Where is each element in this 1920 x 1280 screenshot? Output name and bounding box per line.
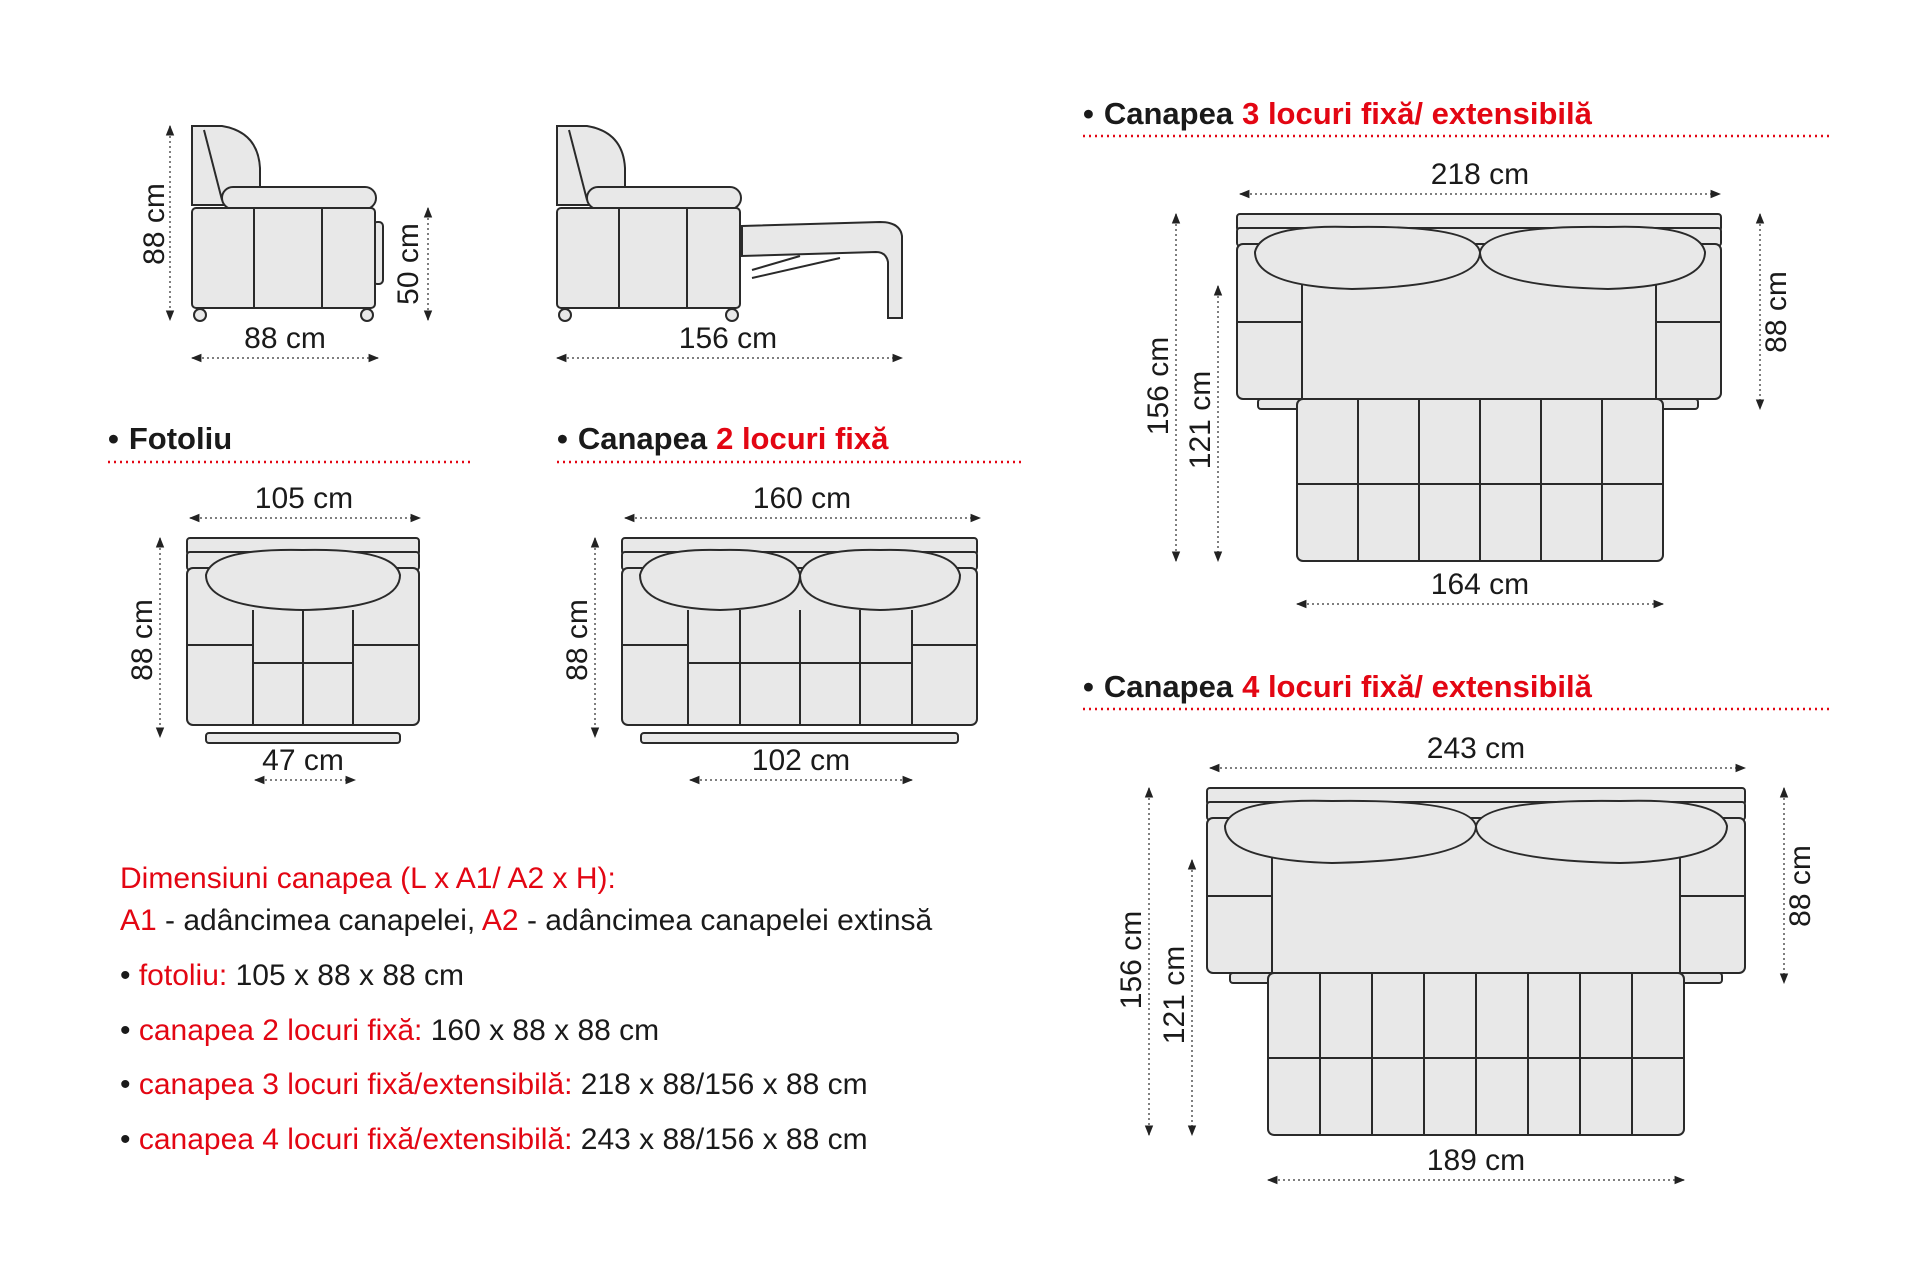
sofa4-bed-width-dimension — [1268, 1144, 1684, 1180]
sofa4-width-dimension — [1210, 732, 1745, 768]
sofa4-bed-length-label: 121 cm — [1158, 945, 1191, 1045]
sofa4-depth-label: 88 cm — [1784, 845, 1817, 927]
sofa2-section-title — [557, 421, 1025, 462]
sofa3-total-depth-label: 156 cm — [1142, 336, 1175, 436]
sofa3-bed-width-dimension — [1297, 568, 1663, 604]
sofa2-seat-width-label: 102 cm — [751, 744, 851, 777]
armchair-seat-width-dimension — [255, 744, 355, 780]
armchair-side-depth-label: 88 cm — [244, 322, 326, 355]
svg-text:•Canapea3 locuri fixă/ extensi: • Canapea 3 locuri fixă/ extensibilă — [1083, 96, 1592, 131]
sofa3-depth-dimension — [1760, 214, 1793, 409]
svg-text:•Canapea4 locuri fixă/ extensi: • Canapea 4 locuri fixă/ extensibilă — [1083, 669, 1592, 704]
sofa-bed-extended-depth-label: 156 cm — [678, 322, 778, 355]
legend-item: • canapea 4 locuri fixă/extensibilă: 243 x 88/156 x 88 cm — [120, 1123, 868, 1156]
sofa3-bed-length-label: 121 cm — [1184, 370, 1217, 470]
sofa3-top-view — [1237, 214, 1721, 561]
sofa4-section-title — [1083, 669, 1830, 709]
armchair-depth-label: 88 cm — [126, 599, 159, 681]
sofa4-total-depth-dimension — [1115, 788, 1149, 1135]
sofa2-width-dimension — [625, 482, 980, 518]
sofa4-width-label: 243 cm — [1426, 732, 1526, 765]
sofa4-total-depth-label: 156 cm — [1115, 910, 1148, 1010]
sofa3-bed-length-dimension — [1184, 286, 1218, 561]
armchair-width-label: 105 cm — [254, 482, 354, 515]
armchair-depth-dimension — [126, 538, 160, 737]
sofa-bed-extended-depth-dimension — [557, 322, 902, 358]
sofa4-top-view — [1207, 788, 1745, 1135]
legend-heading: Dimensiuni canapea (L x A1/ A2 x H): — [120, 862, 616, 895]
sofa3-width-dimension — [1240, 158, 1720, 194]
legend-abbreviations: A1 - adâncimea canapelei, A2 - adâncimea canapelei extinsă — [120, 904, 933, 937]
armchair-side-view — [192, 126, 383, 321]
sofa2-depth-label: 88 cm — [561, 599, 594, 681]
sofa2-top-view — [622, 538, 977, 743]
armchair-height-label: 88 cm — [138, 183, 171, 265]
sofa4-depth-dimension — [1784, 788, 1817, 983]
sofa2-depth-dimension — [561, 538, 595, 737]
armchair-height-dimension — [138, 126, 171, 320]
legend-item: • canapea 3 locuri fixă/extensibilă: 218 x 88/156 x 88 cm — [120, 1068, 868, 1101]
armchair-section-title — [108, 421, 470, 462]
legend-item: • canapea 2 locuri fixă: 160 x 88 x 88 cm — [120, 1014, 660, 1047]
sofa3-bed-width-label: 164 cm — [1430, 568, 1530, 601]
sofa3-section-title — [1083, 96, 1830, 136]
sofa2-width-label: 160 cm — [752, 482, 852, 515]
svg-text:•Fotoliu: • Fotoliu — [108, 421, 233, 456]
armchair-seat-height-dimension — [392, 208, 428, 320]
armchair-width-dimension — [190, 482, 420, 518]
sofa3-width-label: 218 cm — [1430, 158, 1530, 191]
sofa3-depth-label: 88 cm — [1760, 271, 1793, 353]
sofa3-total-depth-dimension — [1142, 214, 1176, 561]
armchair-top-view — [187, 538, 419, 743]
armchair-side-depth-dimension — [192, 322, 378, 358]
svg-text:•Canapea2 locuri fixă: • Canapea 2 locuri fixă — [557, 421, 889, 456]
dimensions-legend — [120, 862, 933, 1156]
sofa4-bed-length-dimension — [1158, 860, 1192, 1135]
sofa4-bed-width-label: 189 cm — [1426, 1144, 1526, 1177]
armchair-seat-height-label: 50 cm — [392, 223, 425, 305]
legend-item: • fotoliu: 105 x 88 x 88 cm — [120, 959, 465, 992]
sofa-bed-side-view — [557, 126, 902, 321]
armchair-seat-width-label: 47 cm — [262, 744, 344, 777]
sofa2-seat-width-dimension — [690, 744, 912, 780]
